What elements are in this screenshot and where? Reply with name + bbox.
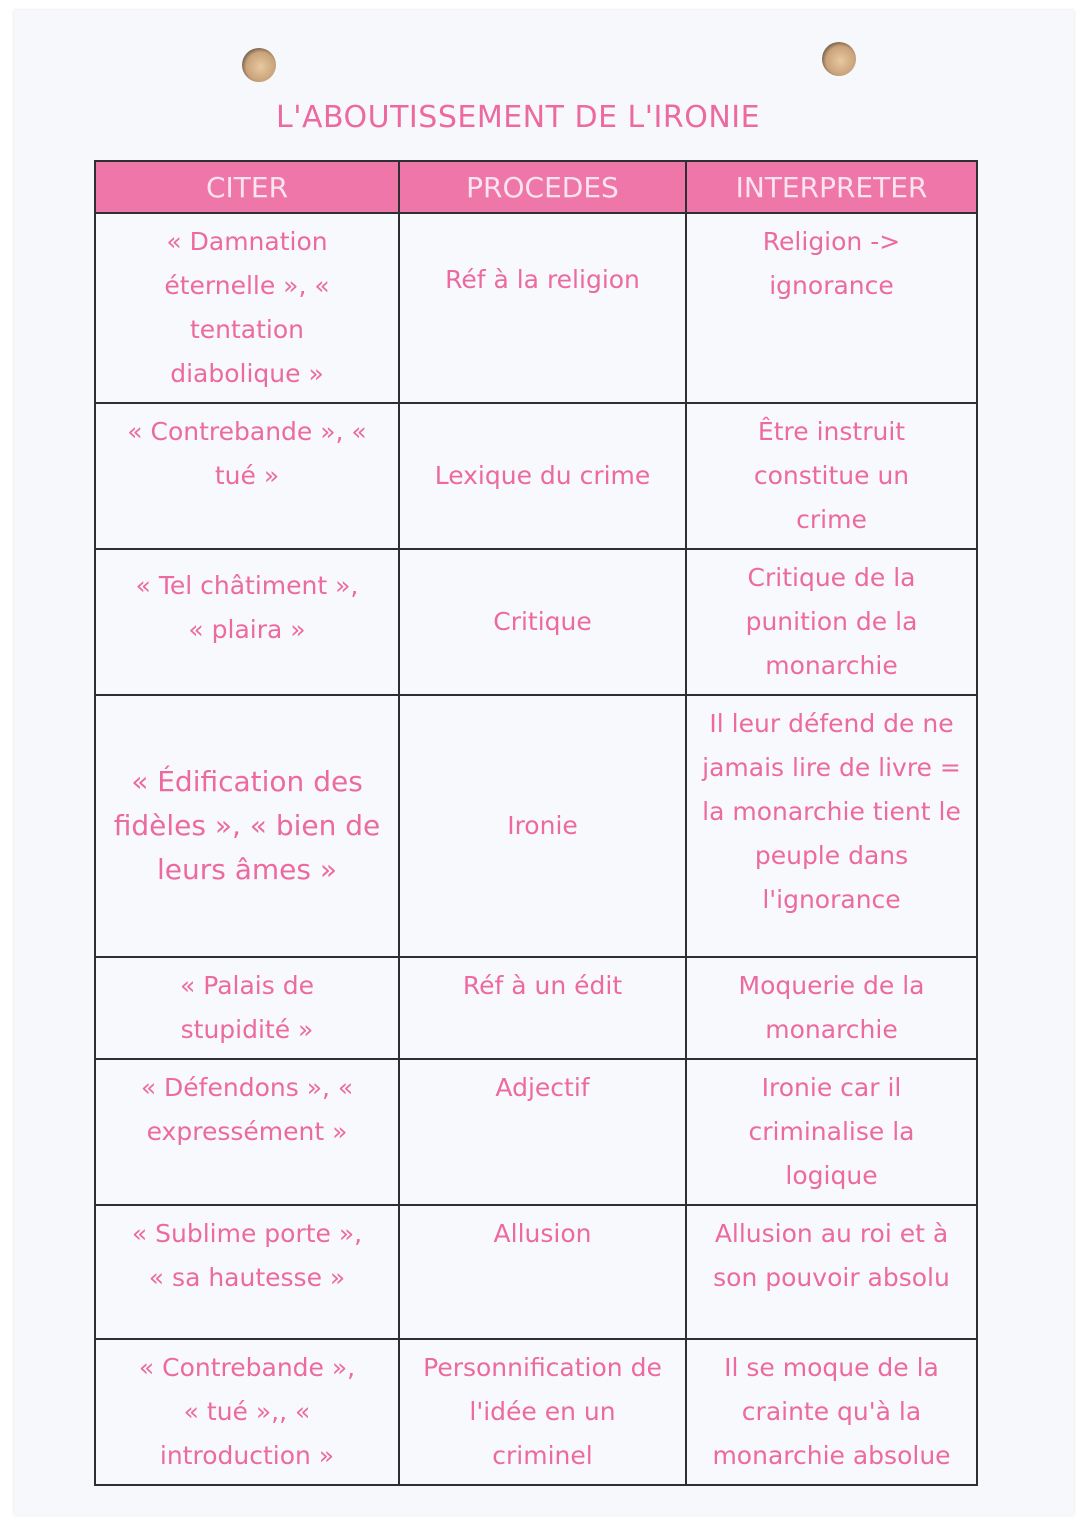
cell-citer: « Sublime porte », « sa hautesse » [95, 1205, 399, 1339]
header-procedes: PROCEDES [399, 161, 686, 213]
cell-procedes: Lexique du crime [399, 403, 686, 549]
cell-interpreter: Il leur défend de ne jamais lire de livre = la monarchie tient le peuple dans l'ignorance [686, 695, 977, 957]
cell-citer: « Édification des fidèles », « bien de leurs âmes » [95, 695, 399, 957]
table-row [95, 1205, 977, 1339]
header-interpreter: INTERPRETER [686, 161, 977, 213]
cell-interpreter: Moquerie de la monarchie [686, 957, 977, 1059]
table-header-row [95, 161, 977, 213]
cell-interpreter: Critique de la punition de la monarchie [686, 549, 977, 695]
table-row [95, 1059, 977, 1205]
table-row [95, 1339, 977, 1485]
cell-procedes: Réf à un édit [399, 957, 686, 1059]
cell-interpreter: Ironie car il criminalise la logique [686, 1059, 977, 1205]
header-citer: CITER [95, 161, 399, 213]
cell-procedes: Personnification de l'idée en un criminel [399, 1339, 686, 1485]
cell-procedes: Allusion [399, 1205, 686, 1339]
cell-procedes: Ironie [399, 695, 686, 957]
cell-procedes: Adjectif [399, 1059, 686, 1205]
table-row [95, 957, 977, 1059]
cell-citer: « Palais de stupidité » [95, 957, 399, 1059]
cell-interpreter: Être instruit constitue un crime [686, 403, 977, 549]
cell-citer: « Contrebande », « tué » [95, 403, 399, 549]
cell-procedes: Réf à la religion [399, 213, 686, 403]
cell-interpreter: Il se moque de la crainte qu'à la monarchie absolue [686, 1339, 977, 1485]
table-row [95, 403, 977, 549]
cell-citer: « Défendons », « expressément » [95, 1059, 399, 1205]
table-row [95, 695, 977, 957]
punch-hole-right [822, 42, 856, 76]
page-title: L'ABOUTISSEMENT DE L'IRONIE [276, 100, 761, 135]
cell-citer: « Damnation éternelle », « tentation diabolique » [95, 213, 399, 403]
punch-hole-left [242, 48, 276, 82]
cell-citer: « Tel châtiment », « plaira » [95, 549, 399, 695]
cell-procedes: Critique [399, 549, 686, 695]
table-row [95, 213, 977, 403]
table-row [95, 549, 977, 695]
cell-citer: « Contrebande », « tué »,, « introduction » [95, 1339, 399, 1485]
irony-table [94, 160, 978, 1486]
cell-interpreter: Allusion au roi et à son pouvoir absolu [686, 1205, 977, 1339]
cell-interpreter: Religion -> ignorance [686, 213, 977, 403]
